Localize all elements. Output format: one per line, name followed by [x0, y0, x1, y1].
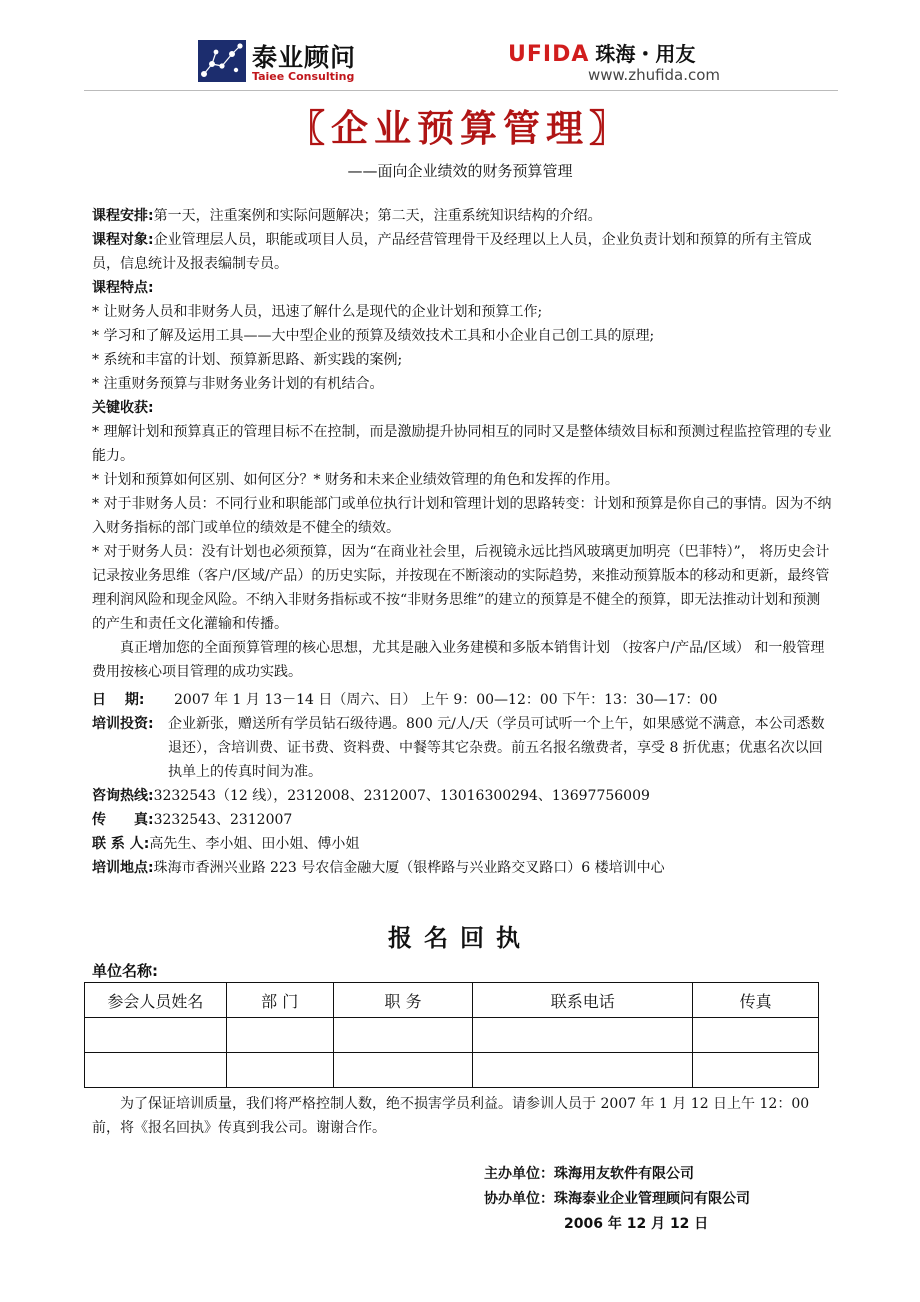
investment-text: 企业新张，赠送所有学员钻石级待遇。800 元/人/天（学员可试听一个上午，如果感觉不满意，本公司悉数退还），含培训费、证书费、资料费、中餐等其它杂费。前五名报名缴费者，享受 8 折优惠；优惠名次以回执单上的传真时间为准。 — [168, 716, 825, 780]
column-header: 部 门 — [226, 983, 333, 1018]
fax-label: 传 真: — [92, 812, 154, 828]
gain-item: * 理解计划和预算真正的管理目标不在控制，而是激励提升协同相互的同时又是整体绩效目标和预测过程监控管理的专业能力。 — [92, 424, 832, 464]
fax-row — [92, 808, 832, 832]
column-header: 联系电话 — [473, 983, 693, 1018]
page-subtitle: ——面向企业绩效的财务预算管理 — [347, 162, 573, 180]
date-row — [92, 688, 832, 712]
taiee-constellation-icon — [198, 40, 246, 82]
feature-item: * 系统和丰富的计划、预算新思路、新实践的案例; — [92, 352, 403, 368]
ufida-logo — [508, 38, 721, 84]
feature-item: * 注重财务预算与非财务业务计划的有机结合。 — [92, 376, 384, 392]
column-header: 参会人员姓名 — [85, 983, 227, 1018]
table-cell[interactable] — [693, 1018, 819, 1053]
table-row — [85, 1018, 819, 1053]
table-row — [85, 1053, 819, 1088]
table-header-row — [85, 983, 819, 1018]
table-cell[interactable] — [226, 1018, 333, 1053]
column-header: 职 务 — [333, 983, 473, 1018]
date-label: 日 期: — [92, 692, 145, 708]
unit-name-label: 单位名称: — [92, 962, 158, 980]
column-header: 传真 — [693, 983, 819, 1018]
hotline-row — [92, 784, 832, 808]
table-cell[interactable] — [473, 1018, 693, 1053]
cohost-organizer: 协办单位：珠海泰业企业管理顾问有限公司 — [484, 1191, 750, 1207]
hotline-text: 3232543（12 线），2312008、2312007、13016300294、13697756009 — [153, 788, 650, 804]
investment-label: 培训投资: — [92, 716, 154, 732]
ufida-chinese-name: 珠海・用友 — [595, 42, 696, 66]
registration-table — [84, 982, 819, 1088]
feature-item: * 让财务人员和非财务人员，迅速了解什么是现代的企业计划和预算工作; — [92, 304, 543, 320]
location-row — [92, 856, 832, 880]
gain-item: * 对于非财务人员：不同行业和职能部门或单位执行计划和管理计划的思路转变：计划和预算是你自己的事情。因为不纳入财务指标的部门或单位的绩效是不健全的绩效。 — [92, 496, 832, 536]
gain-item: * 对于财务人员：没有计划也必须预算，因为“在商业社会里，后视镜永远比挡风玻璃更加明亮（巴菲特）”， 将历史会计记录按业务思维（客户/区域/产品）的历史实际，并按现在不断滚动的实际趋势，来推动预算版本的移动和更新，最终管理利润风险和现金风险。不纳入非财务指标或不按“非财务思维”的建立的预算是不健全的预算，即无法推动计划和预测的产生和责任文化灌输和传播。 — [92, 544, 830, 632]
schedule-line — [92, 204, 832, 228]
gains-label: 关键收获: — [92, 400, 154, 416]
table-cell[interactable] — [473, 1053, 693, 1088]
receipt-note: 为了保证培训质量，我们将严格控制人数，绝不损害学员利益。请参训人员于 2007 年 1 月 12 日上午 12：00 前，将《报名回执》传真到我公司。谢谢合作。 — [92, 1096, 810, 1136]
features-label: 课程特点: — [92, 280, 154, 296]
summary-text: 真正增加您的全面预算管理的核心思想，尤其是融入业务建模和多版本销售计划 （按客户/产品/区域） 和一般管理费用按核心项目管理的成功实践。 — [92, 640, 825, 680]
audience-line — [92, 228, 832, 276]
receipt-title: 报名回执 — [388, 924, 532, 952]
course-body — [92, 204, 832, 880]
contact-row — [92, 832, 832, 856]
schedule-label: 课程安排: — [92, 208, 154, 224]
date-text: 2007 年 1 月 13－14 日（周六、日） 上午 9：00—12：00 下午：13：30—17：00 — [174, 692, 718, 708]
ufida-website: www.zhufida.com — [588, 66, 721, 84]
ufida-brand: UFIDA — [508, 42, 590, 67]
issue-date: 2006 年 12 月 12 日 — [564, 1216, 709, 1232]
table-cell[interactable] — [693, 1053, 819, 1088]
gain-item: * 计划和预算如何区别、如何区分？* 财务和未来企业绩效管理的角色和发挥的作用。 — [92, 472, 619, 488]
investment-row — [92, 712, 832, 784]
taiee-brand-english: Taiee Consulting — [252, 70, 355, 83]
location-label: 培训地点: — [92, 860, 154, 876]
contact-label: 联 系 人: — [92, 836, 150, 852]
table-cell[interactable] — [333, 1018, 473, 1053]
fax-text: 3232543、2312007 — [153, 812, 293, 828]
contact-text: 高先生、李小姐、田小姐、傅小姐 — [149, 836, 360, 852]
organizer-block — [484, 1162, 750, 1237]
host-organizer: 主办单位：珠海用友软件有限公司 — [484, 1166, 694, 1182]
audience-label: 课程对象: — [92, 232, 154, 248]
table-cell[interactable] — [85, 1053, 227, 1088]
location-text: 珠海市香洲兴业路 223 号农信金融大厦（银桦路与兴业路交叉路口）6 楼培训中心 — [153, 860, 665, 876]
page-header — [84, 34, 838, 91]
schedule-text: 第一天，注重案例和实际问题解决；第二天，注重系统知识结构的介绍。 — [153, 208, 602, 224]
table-cell[interactable] — [226, 1053, 333, 1088]
feature-item: * 学习和了解及运用工具——大中型企业的预算及绩效技术工具和小企业自己创工具的原理; — [92, 328, 655, 344]
hotline-label: 咨询热线: — [92, 788, 154, 804]
audience-text: 企业管理层人员，职能或项目人员，产品经营管理骨干及经理以上人员，企业负责计划和预算的所有主管成员，信息统计及报表编制专员。 — [92, 232, 812, 272]
table-cell[interactable] — [333, 1053, 473, 1088]
taiee-brand-name: 泰业顾问 — [252, 43, 357, 72]
page-title: 〖企业预算管理〗 — [288, 106, 632, 150]
table-cell[interactable] — [85, 1018, 227, 1053]
